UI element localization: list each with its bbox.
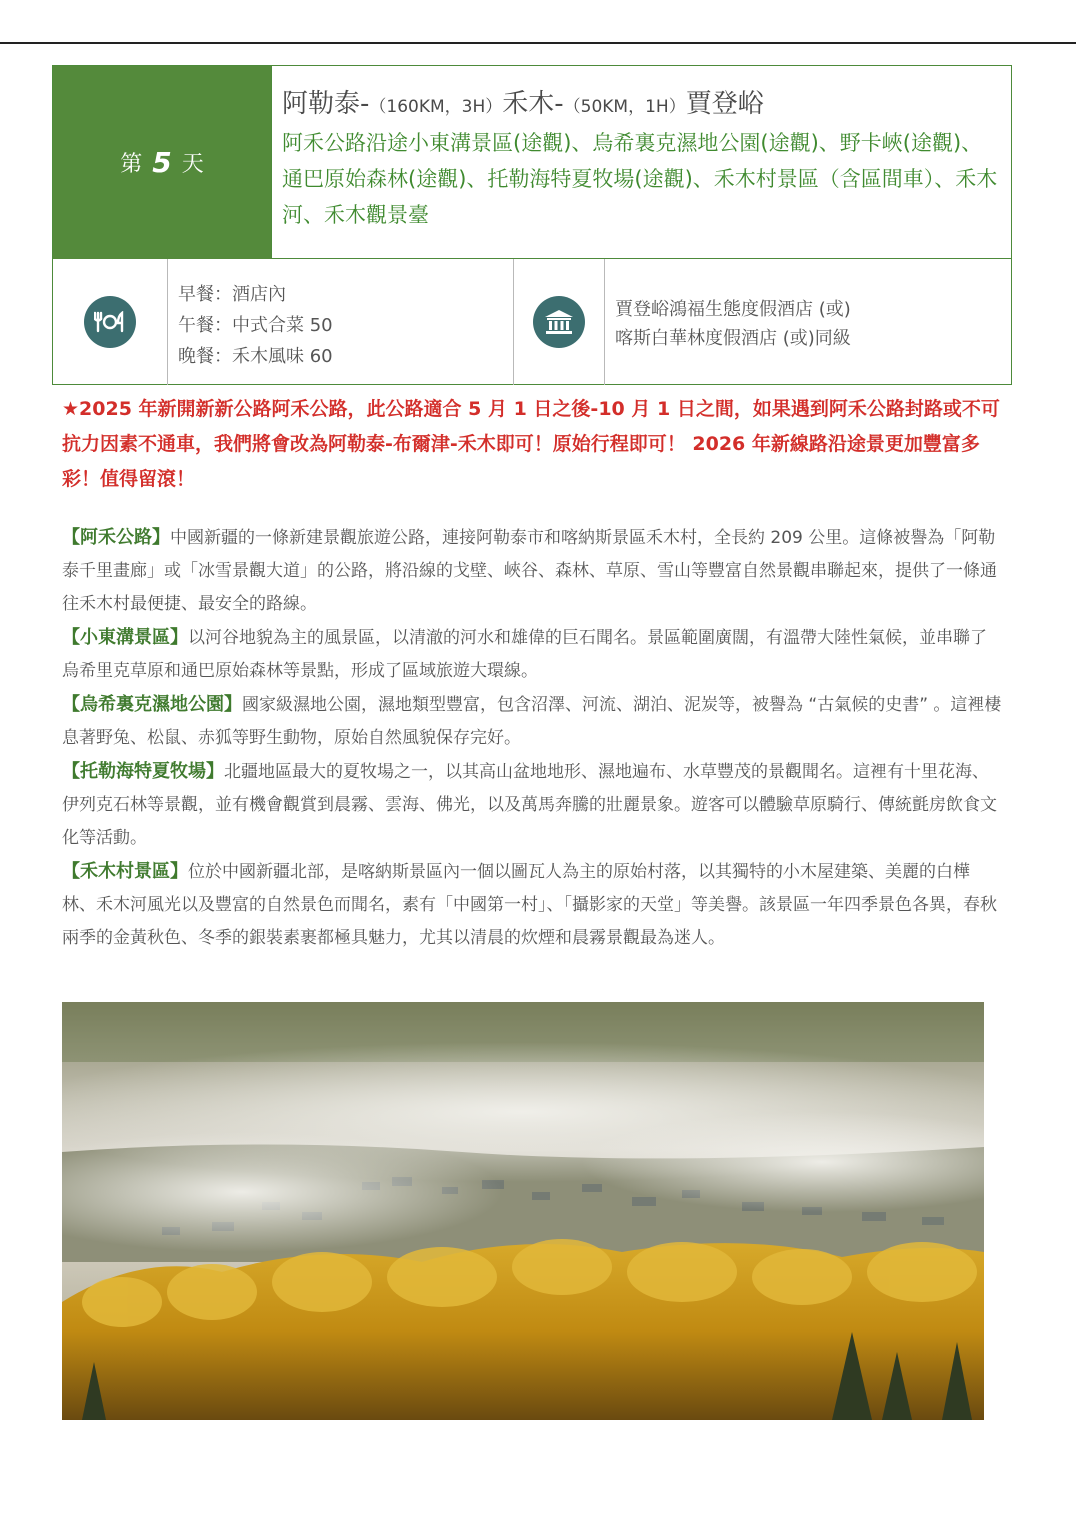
section-title: 【烏希裏克濕地公園】 [62, 694, 242, 715]
route-mid: 禾木- [502, 89, 564, 119]
meals-cell [168, 259, 514, 385]
section-text: 北疆地區最大的夏牧場之一，以其高山盆地地形、濕地遍布、水草豐茂的景觀聞名。這裡有十里花海、伊列克石林等景觀，並有機會觀賞到晨霧、雲海、佛光，以及萬馬奔騰的壯麗景象。遊客可以體驗草原騎行、傳統氈房飲食文化等活動。 [62, 762, 997, 848]
section-text: 國家級濕地公園，濕地類型豐富，包含沼澤、河流、湖泊、泥炭等，被譽為 “古氣候的史書” 。這裡棲息著野兔、松鼠、赤狐等野生動物，原始自然風貌保存完好。 [62, 695, 1002, 748]
day-number: 5 [152, 146, 172, 179]
section-wetland-park [62, 688, 1002, 755]
meal-icon-cell [53, 259, 168, 385]
section-aho-road [62, 521, 1002, 621]
lunch-text: 午餐：中式合菜 50 [178, 315, 333, 336]
route-to: 賈登峪 [685, 89, 764, 119]
hotel-line-2: 喀斯白華林度假酒店 (或)同級 [615, 328, 851, 349]
route-title [282, 86, 1001, 125]
section-title: 【禾木村景區】 [62, 861, 188, 882]
description [62, 521, 1002, 955]
dinner-text: 晚餐：禾木風味 60 [178, 346, 333, 367]
notice-text: ★2025 年新開新新公路阿禾公路，此公路適合 5 月 1 日之後-10 月 1 日之間，如果遇到阿禾公路封路或不可抗力因素不通車，我們將會改為阿勒泰-布爾津-禾木即可！原始行程即可！ 2026 年新線路沿途景更加豐富多彩！值得留滾！ [62, 398, 1000, 490]
hotel-icon-cell [514, 259, 605, 385]
section-text: 中國新疆的一條新建景觀旅遊公路，連接阿勒泰市和喀納斯景區禾木村，全長約 209 公里。這條被譽為「阿勒泰千里畫廊」或「冰雪景觀大道」的公路，將沿線的戈壁、峽谷、森林、草原、雪山等豐富自然景觀串聯起來，提供了一條通往禾木村最便捷、最安全的路線。 [62, 528, 997, 614]
route-leg2: （50KM，1H） [563, 97, 686, 117]
section-title: 【小東溝景區】 [62, 627, 188, 648]
section-summer-pasture [62, 755, 1002, 855]
section-xiaodonggou [62, 621, 1002, 688]
day-itinerary-box [52, 65, 1012, 385]
hemu-village-photo [62, 1002, 984, 1420]
section-title: 【托勒海特夏牧場】 [62, 761, 224, 782]
meal-icon [84, 296, 136, 348]
hotel-icon [533, 296, 585, 348]
hotel-line-1: 賈登峪鴻福生態度假酒店 (或) [615, 299, 851, 320]
day-header [271, 66, 1011, 259]
hotel-cell [605, 259, 1011, 385]
route-leg1: （160KM，3H） [369, 97, 503, 117]
day-suffix: 天 [181, 152, 204, 177]
section-hemu-village [62, 855, 1002, 955]
day-label [53, 66, 271, 259]
section-text: 以河谷地貌為主的風景區，以清澈的河水和雄偉的巨石聞名。景區範圍廣闊，有溫帶大陸性氣候，並串聯了烏希里克草原和通巴原始森林等景點，形成了區域旅遊大環線。 [62, 628, 987, 681]
section-title: 【阿禾公路】 [62, 527, 170, 548]
day-highlights: 阿禾公路沿途小東溝景區(途觀)、烏希裏克濕地公園(途觀)、野卡峽(途觀)、通巴原始森林(途觀)、托勒海特夏牧場(途觀)、禾木村景區（含區間車）、禾木河、禾木觀景臺 [282, 131, 998, 227]
info-row [53, 259, 1011, 385]
day-prefix: 第 [120, 152, 143, 177]
breakfast-text: 早餐：酒店內 [178, 284, 286, 305]
top-rule [0, 42, 1076, 44]
route-from: 阿勒泰- [282, 89, 370, 119]
section-text: 位於中國新疆北部，是喀納斯景區內一個以圖瓦人為主的原始村落，以其獨特的小木屋建築、美麗的白樺林、禾木河風光以及豐富的自然景色而聞名，素有「中國第一村」、「攝影家的天堂」等美譽。該景區一年四季景色各異，春秋兩季的金黃秋色、冬季的銀裝素裹都極具魅力，尤其以清晨的炊煙和晨霧景觀最為迷人。 [62, 862, 997, 948]
